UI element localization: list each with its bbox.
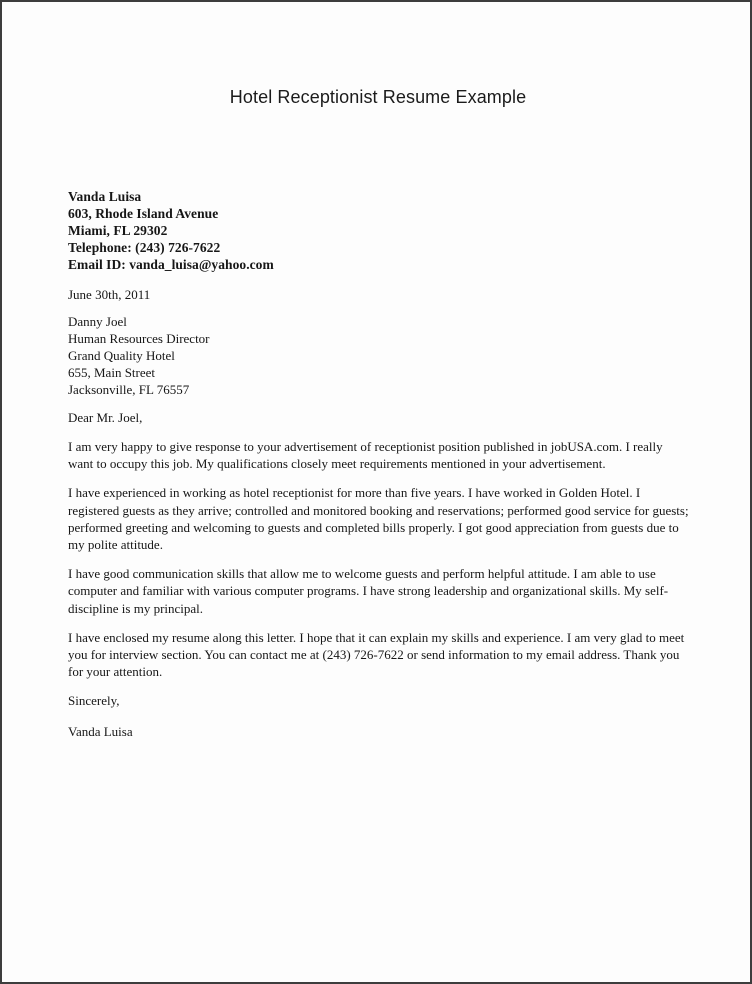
sender-address-block (68, 188, 692, 273)
recipient-name: Danny Joel (68, 314, 127, 329)
recipient-company: Grand Quality Hotel (68, 348, 175, 363)
sender-street: 603, Rhode Island Avenue (68, 206, 219, 221)
body-paragraph-1: I am very happy to give response to your advertisement of receptionist position published in jobUSA.com. I really want to occupy this job. My qualifications closely meet requirements mentioned in your advertisement. (68, 439, 663, 472)
letter-body (68, 188, 692, 740)
sender-name: Vanda Luisa (68, 189, 142, 204)
recipient-city-state-zip: Jacksonville, FL 76557 (68, 382, 190, 397)
sender-telephone: Telephone: (243) 726-7622 (68, 240, 221, 255)
recipient-title: Human Resources Director (68, 331, 210, 346)
page-title: Hotel Receptionist Resume Example (229, 87, 527, 107)
sender-city-state-zip: Miami, FL 29302 (68, 223, 168, 238)
recipient-address-block (68, 313, 692, 398)
signature-name: Vanda Luisa (68, 724, 133, 740)
body-paragraph-3: I have good communication skills that allow me to welcome guests and perform helpful attitude. I am able to use computer and familiar with various computer programs. I have strong leadership and organizational skills. My self-discipline is my principal. (68, 566, 669, 616)
recipient-street: 655, Main Street (68, 365, 156, 380)
closing-phrase: Sincerely, (68, 693, 120, 709)
body-paragraph-4: I have enclosed my resume along this letter. I hope that it can explain my skills and experience. I am very glad to meet you for interview section. You can contact me at (243) 726-7622 or send information to my email address. Thank you for your attention. (68, 629, 685, 680)
letter-date: June 30th, 2011 (68, 287, 151, 302)
body-paragraph-2: I have experienced in working as hotel receptionist for more than five years. I have worked in Golden Hotel. I registered guests as they arrive; controlled and monitored booking and reservations; performed good service for guests; performed greeting and welcoming to guests and completed bills properly. I got good appreciation from guests due to my polite attitude. (68, 485, 689, 553)
salutation: Dear Mr. Joel, (68, 410, 143, 425)
sender-email: Email ID: vanda_luisa@yahoo.com (68, 257, 274, 272)
